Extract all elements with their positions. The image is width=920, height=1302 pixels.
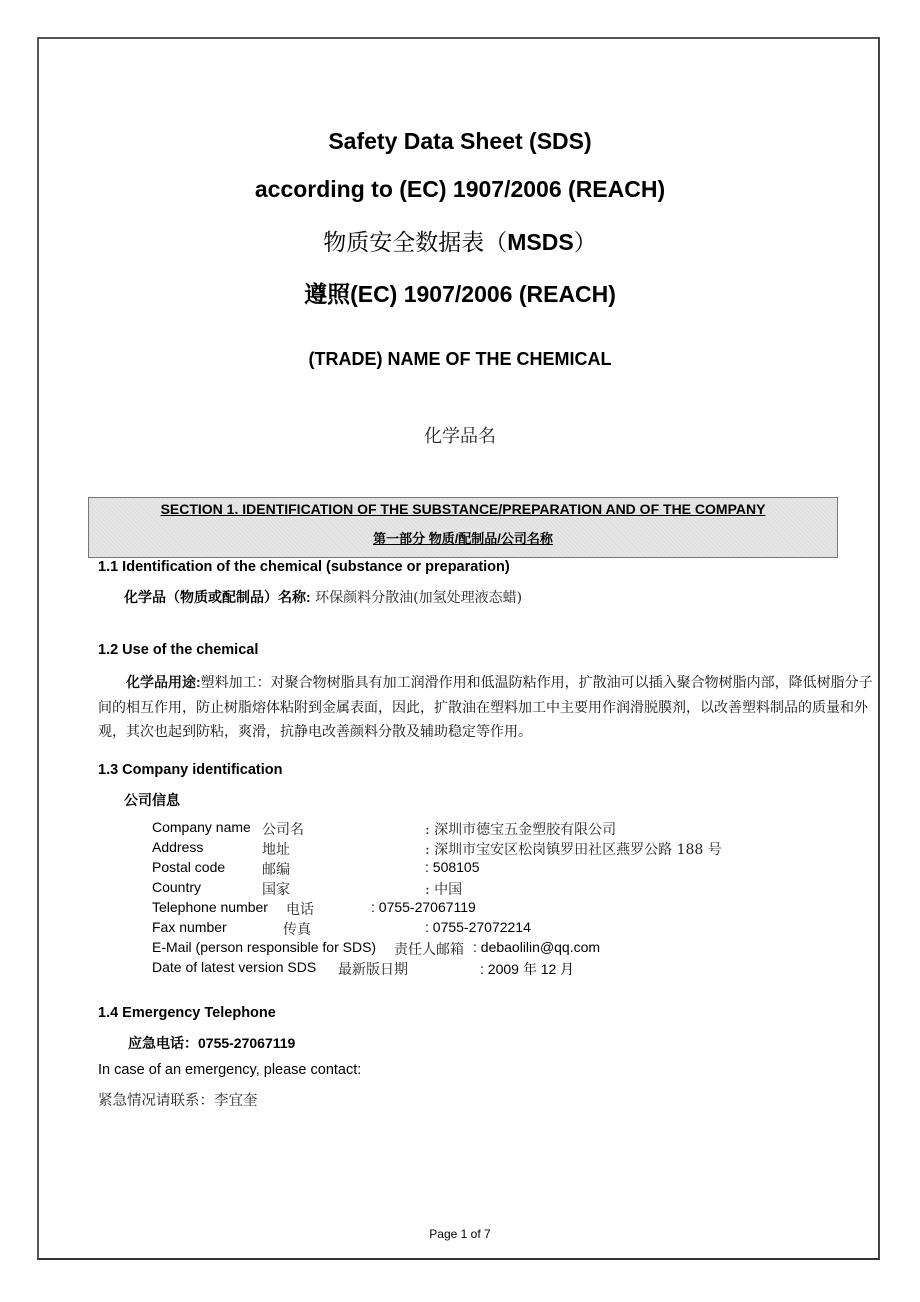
row-label: E-Mail (person responsible for SDS) bbox=[152, 939, 377, 955]
title-msds-cn bbox=[0, 224, 920, 257]
title-regulation-cn bbox=[0, 276, 920, 309]
row-label-cn: 最新版日期 bbox=[338, 962, 408, 978]
row-value: : 2009 年 12 月 bbox=[480, 961, 575, 977]
row-label-cn: 国家 bbox=[262, 882, 290, 898]
row-label: Date of latest version SDS bbox=[152, 959, 317, 975]
chemical-name-value: 环保颜料分散油(加氢处理液态蜡) bbox=[310, 590, 523, 606]
title-msds-close: ） bbox=[573, 230, 597, 256]
company-info-subheading: 公司信息 bbox=[124, 792, 180, 808]
emergency-phone-label: 应急电话： bbox=[128, 1035, 198, 1051]
row-value: : 深圳市宝安区松岗镇罗田社区燕罗公路 188 号 bbox=[425, 842, 722, 858]
row-value: : debaolilin@qq.com bbox=[473, 939, 601, 955]
section-1-heading-en: SECTION 1. IDENTIFICATION OF THE SUBSTANCE/PREPARATION AND OF THE COMPANY bbox=[160, 501, 766, 517]
page-indicator: Page 1 of 7 bbox=[429, 1227, 491, 1241]
row-label: Country bbox=[152, 879, 202, 895]
chemical-use-label: 化学品用途: bbox=[126, 674, 201, 690]
row-value: : 508105 bbox=[425, 859, 480, 875]
row-value: : 中国 bbox=[425, 882, 463, 898]
subsection-1-1-heading: 1.1 Identification of the chemical (substance or preparation) bbox=[98, 559, 510, 575]
trade-name-heading: (TRADE) NAME OF THE CHEMICAL bbox=[308, 349, 612, 369]
chemical-use-paragraph bbox=[98, 670, 874, 745]
row-label-cn: 公司名 bbox=[262, 822, 304, 838]
row-label: Telephone number bbox=[152, 899, 268, 915]
chemical-name-label: 化学品（物质或配制品）名称: bbox=[124, 589, 311, 605]
title-sds: Safety Data Sheet (SDS) bbox=[328, 128, 592, 154]
row-label-cn: 传真 bbox=[283, 922, 311, 938]
chemical-name-line bbox=[124, 587, 522, 607]
trade-name-cn: 化学品名 bbox=[424, 426, 496, 447]
subsection-1-4-heading: 1.4 Emergency Telephone bbox=[98, 1005, 276, 1021]
emergency-phone-line bbox=[128, 1033, 295, 1053]
chemical-use-text: 塑料加工：对聚合物树脂具有加工润滑作用和低温防粘作用，扩散油可以插入聚合物树脂内部，降低树脂分子间的相互作用，防止树脂熔体粘附到金属表面，因此，扩散油在塑料加工中主要用作润滑脱膜剂，以改善塑料制品的质量和外观，其次也起到防粘，爽滑，抗静电改善颜料分散及辅助稳定等作用。 bbox=[98, 675, 873, 740]
row-label-cn: 电话 bbox=[286, 902, 314, 918]
section-1-heading-cn: 第一部分 物质/配制品/公司名称 bbox=[373, 531, 553, 546]
emergency-contact-en: In case of an emergency, please contact: bbox=[98, 1062, 362, 1078]
emergency-contact-cn: 紧急情况请联系：李宜奎 bbox=[98, 1093, 258, 1109]
row-label-cn: 地址 bbox=[262, 842, 290, 858]
row-label: Address bbox=[152, 839, 204, 855]
row-label-cn: 责任人邮箱 bbox=[394, 942, 464, 958]
row-value: : 0755-27067119 bbox=[371, 899, 476, 915]
emergency-phone-value: 0755-27067119 bbox=[198, 1035, 296, 1051]
title-msds-cn-text: 物质安全数据表（ bbox=[323, 230, 508, 256]
row-label-cn: 邮编 bbox=[262, 862, 290, 878]
subsection-1-3-heading: 1.3 Company identification bbox=[98, 762, 283, 778]
title-regulation-cn-text: 遵照 bbox=[304, 281, 351, 307]
row-value: : 0755-27072214 bbox=[425, 919, 531, 935]
row-value: : 深圳市德宝五金塑胶有限公司 bbox=[425, 822, 617, 838]
title-regulation: according to (EC) 1907/2006 (REACH) bbox=[254, 176, 666, 202]
title-msds-abbr: MSDS bbox=[507, 229, 574, 255]
title-regulation-cn-ref: (EC) 1907/2006 (REACH) bbox=[350, 281, 616, 307]
row-label: Company name bbox=[152, 819, 251, 835]
section-1-header bbox=[88, 497, 838, 558]
row-label: Postal code bbox=[152, 859, 226, 875]
subsection-1-2-heading: 1.2 Use of the chemical bbox=[98, 642, 259, 658]
row-label: Fax number bbox=[152, 919, 227, 935]
